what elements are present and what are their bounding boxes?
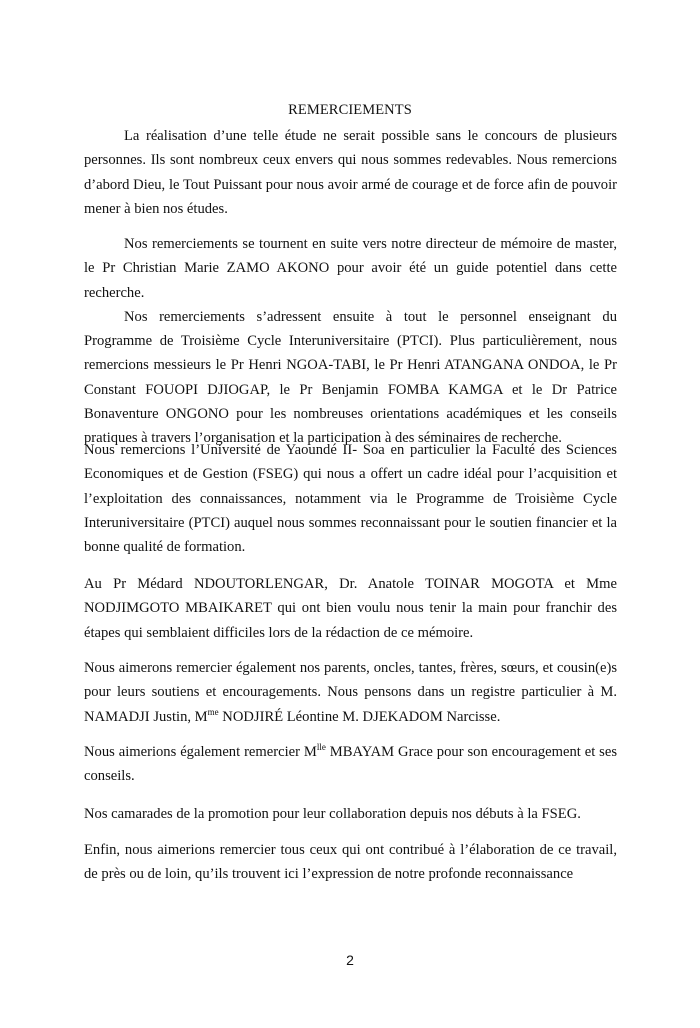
- paragraph-closing: Enfin, nous aimerions remercier tous ceux qui ont contribué à l’élaboration de ce travail, de près ou de loin, qu’ils trouvent ici l’expression de notre profonde reconnaissance: [84, 842, 617, 883]
- paragraph-ptci-staff: Nos remerciements s’adressent ensuite à tout le personnel enseignant du Programme de Troisième Cycle Interuniversitaire (PTCI). Plus particulièrement, nous remercions messieurs le Pr Henri NGOA-TABI, le Pr Henri ATANGANA ONDOA, le Pr Constant FOUOPI DJIOGAP, le Pr Benjamin FOMBA KAMGA et le Dr Patrice Bonaventure ONGONO pour les nombreuses orientations académiques et les conseils pratiques à travers l’organisation et la participation à des séminaires de recherche.: [84, 308, 617, 447]
- body-text-block-7: [84, 802, 617, 826]
- body-text-block-8: [84, 838, 617, 887]
- body-text-block-2: [84, 232, 617, 451]
- paragraph-classmates: Nos camarades de la promotion pour leur collaboration depuis nos débuts à la FSEG.: [84, 806, 581, 822]
- body-text-block-5: [84, 656, 617, 729]
- page-title: REMERCIEMENTS: [288, 102, 412, 118]
- body-text-block-1: [84, 124, 617, 221]
- mbayam-superscript: lle: [316, 742, 326, 752]
- paragraph-family: [84, 656, 617, 729]
- page-number: 2: [346, 952, 354, 968]
- body-text-block-4: [84, 572, 617, 645]
- mbayam-text-b: MBAYAM Grace pour son encouragement et ses conseils.: [84, 744, 617, 785]
- mbayam-text-a: Nous aimerions également remercier M: [84, 744, 317, 760]
- family-superscript: me: [207, 706, 219, 717]
- family-text-b: NODJIRÉ Léontine M. DJEKADOM Narcisse.: [218, 708, 501, 725]
- family-text-a: Nous aimerons remercier également nos parents, oncles, tantes, frères, sœurs, et cousin(e)s pour leurs soutiens et encouragements. Nous pensons dans un registre particulier à M. NAMADJI Justin, M: [84, 660, 617, 725]
- body-text-block-3: [84, 438, 617, 559]
- paragraph-university: Nous remercions l’Université de Yaoundé II- Soa en particulier la Faculté des Sciences Economiques et de Gestion (FSEG) qui nous a offert un cadre idéal pour l’acquisition et l’exploitation des connaissances, notamment via le Programme de Troisième Cycle Interuniversitaire (PTCI) auquel nous sommes reconnaissant pour le soutien financier et la bonne qualité de formation.: [84, 442, 617, 556]
- paragraph-supervisors: Au Pr Médard NDOUTORLENGAR, Dr. Anatole TOINAR MOGOTA et Mme NODJIMGOTO MBAIKARET qui ont bien voulu nous tenir la main pour franchir des étapes qui semblaient difficiles lors de la rédaction de ce mémoire.: [84, 576, 617, 641]
- paragraph-mbayam: [84, 740, 617, 789]
- paragraph-director: Nos remerciements se tournent en suite vers notre directeur de mémoire de master, le Pr Christian Marie ZAMO AKONO pour avoir été un guide potentiel dans cette recherche.: [84, 236, 617, 301]
- paragraph-intro: La réalisation d’une telle étude ne serait possible sans le concours de plusieurs personnes. Ils sont nombreux ceux envers qui nous sommes redevables. Nous remercions d’abord Dieu, le Tout Puissant pour nous avoir armé de courage et de force afin de pouvoir mener à bien nos études.: [84, 128, 617, 217]
- body-text-block-6: [84, 740, 617, 789]
